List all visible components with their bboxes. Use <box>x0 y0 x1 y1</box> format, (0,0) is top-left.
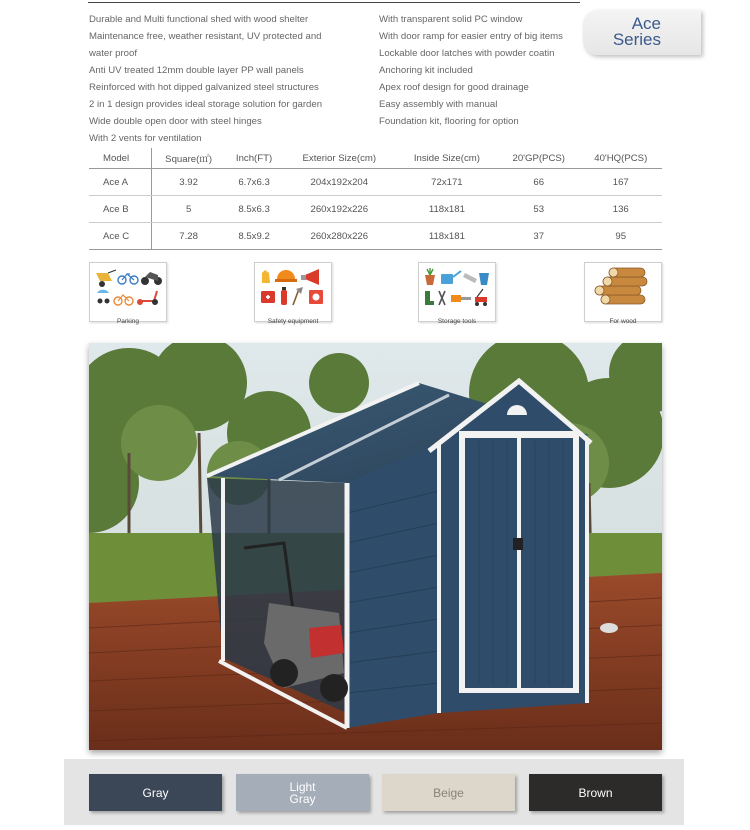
table-cell: 3.92 <box>151 169 225 196</box>
feature-item: Wide double open door with steel hinges <box>89 116 262 127</box>
table-cell: 72x171 <box>396 169 498 196</box>
use-label: Safety equipment <box>267 318 319 325</box>
table-cell: 95 <box>580 223 662 250</box>
table-cell: 7.28 <box>151 223 225 250</box>
feature-item: With transparent solid PC window <box>379 14 523 25</box>
table-cell: 6.7x6.3 <box>225 169 282 196</box>
safety-equipment-icon <box>257 265 329 309</box>
table-cell: 66 <box>498 169 580 196</box>
table-row <box>89 196 662 223</box>
spec-table <box>89 148 662 250</box>
column-header: Square(㎡) <box>151 148 225 169</box>
feature-item: Anchoring kit included <box>379 65 473 76</box>
table-cell: 260x192x226 <box>283 196 396 223</box>
column-header: Inside Size(cm) <box>396 148 498 169</box>
features-left <box>89 11 322 147</box>
use-label: For wood <box>609 318 637 325</box>
use-card-for-wood <box>584 262 662 325</box>
table-cell: Ace C <box>89 223 151 250</box>
use-label: Storage tools <box>437 318 477 325</box>
feature-item: water proof <box>89 48 137 59</box>
table-cell: 260x280x226 <box>283 223 396 250</box>
color-name: Beige <box>433 785 464 800</box>
table-cell: 8.5x9.2 <box>225 223 282 250</box>
use-card-safety-equipment <box>254 262 332 325</box>
color-name: Gray <box>142 785 169 800</box>
feature-item: Reinforced with hot dipped galvanized steel structures <box>89 82 319 93</box>
table-cell: 136 <box>580 196 662 223</box>
color-swatch-light-gray[interactable] <box>236 774 369 811</box>
color-name: Light Gray <box>289 779 316 806</box>
top-rule <box>88 2 580 3</box>
color-swatch-gray[interactable] <box>89 774 222 811</box>
table-cell: 53 <box>498 196 580 223</box>
feature-item: With 2 vents for ventilation <box>89 133 202 144</box>
feature-item: Durable and Multi functional shed with wood shelter <box>89 14 309 25</box>
series-label: Series <box>612 30 661 49</box>
table-cell: Ace B <box>89 196 151 223</box>
table-header-row <box>89 148 662 169</box>
feature-item: Anti UV treated 12mm double layer PP wall panels <box>89 65 304 76</box>
column-header: Inch(FT) <box>225 148 282 169</box>
series-name: Ace <box>631 14 661 33</box>
table-cell: 167 <box>580 169 662 196</box>
table-cell: 204x192x204 <box>283 169 396 196</box>
table-cell: 8.5x6.3 <box>225 196 282 223</box>
table-cell: 118x181 <box>396 196 498 223</box>
garden-tools-icon <box>421 265 493 309</box>
product-photo <box>89 343 662 750</box>
firewood-icon <box>587 265 659 309</box>
feature-item: Easy assembly with manual <box>379 99 498 110</box>
column-header: 20'GP(PCS) <box>498 148 580 169</box>
column-header: Model <box>89 148 151 169</box>
color-name: Brown <box>578 785 613 800</box>
feature-item: 2 in 1 design provides ideal storage solution for garden <box>89 99 323 110</box>
series-badge <box>583 10 701 55</box>
vehicles-icon <box>92 265 164 309</box>
features-right <box>379 11 563 130</box>
use-label: Parking <box>116 318 140 325</box>
table-cell: 37 <box>498 223 580 250</box>
table-cell: 118x181 <box>396 223 498 250</box>
column-header: Exterior Size(cm) <box>283 148 396 169</box>
table-row <box>89 169 662 196</box>
color-swatch-beige[interactable] <box>382 774 515 811</box>
garden-shed-illustration <box>89 343 662 750</box>
feature-item: Maintenance free, weather resistant, UV protected and <box>89 31 322 42</box>
feature-item: Foundation kit, flooring for option <box>379 116 519 127</box>
feature-item: Apex roof design for good drainage <box>379 82 529 93</box>
table-cell: Ace A <box>89 169 151 196</box>
table-row <box>89 223 662 250</box>
use-card-storage-tools <box>418 262 496 325</box>
color-swatch-brown[interactable] <box>529 774 662 811</box>
column-header: 40'HQ(PCS) <box>580 148 662 169</box>
use-card-parking <box>89 262 167 325</box>
table-cell: 5 <box>151 196 225 223</box>
feature-item: Lockable door latches with powder coatin <box>379 48 555 59</box>
feature-item: With door ramp for easier entry of big items <box>379 31 563 42</box>
